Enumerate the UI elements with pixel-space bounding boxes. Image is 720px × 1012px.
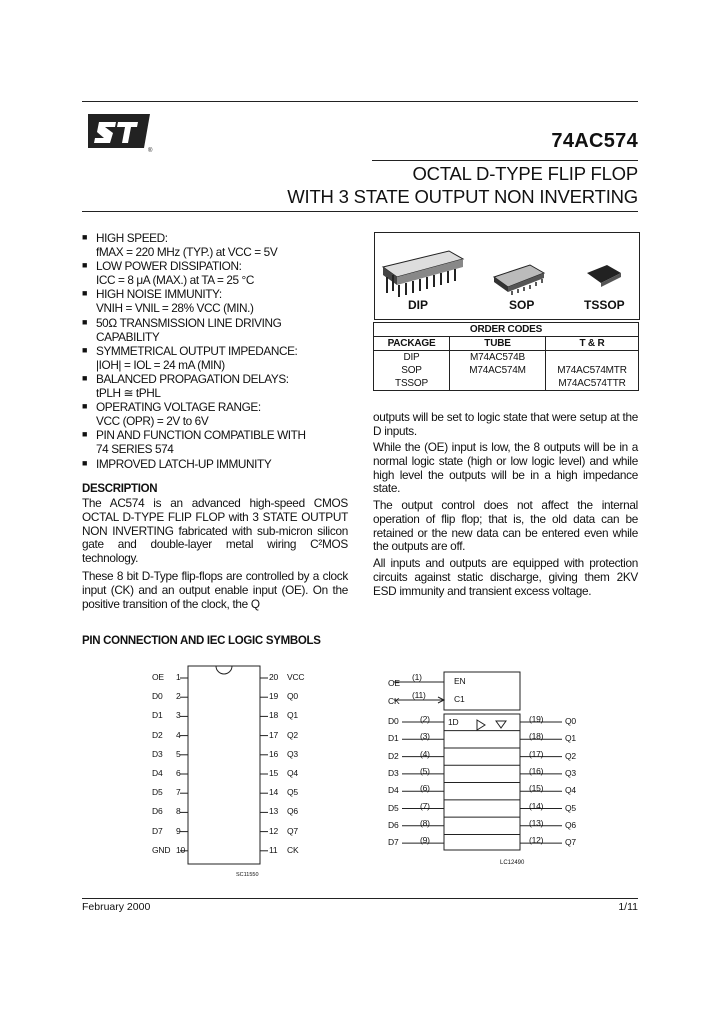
feature-item: ■ 50Ω TRANSMISSION LINE DRIVING CAPABILITY [82,315,282,344]
order-codes-table [373,322,639,391]
pin-number: 19 [269,691,279,702]
pin-name: D2 [152,729,163,740]
pin-diagram-code: SC11550 [236,872,259,878]
title-bottom-rule [82,211,638,212]
table-cell [450,377,546,391]
pin-number: 1 [176,672,181,682]
iec-input-number: (3) [420,731,430,742]
table-cell: TSSOP [374,377,450,391]
sop-label: SOP [509,298,535,312]
iec-output-name: Q2 [565,750,576,761]
title-line-1: OCTAL D-TYPE FLIP FLOP [412,163,638,184]
pin-number: 6 [176,768,181,778]
table-cell: M74AC574B [450,351,546,365]
dip-package-image [379,245,465,299]
iec-input-number: (6) [420,783,430,794]
table-row [374,364,639,377]
pin-number: 13 [269,806,279,817]
pin-name: Q1 [287,710,298,721]
pin-number: 15 [269,768,279,778]
pin-name: VCC [287,672,305,682]
dip-label: DIP [408,298,429,312]
pin-number: 8 [176,806,181,817]
footer-rule [82,898,638,899]
pin-name: GND [152,844,171,855]
title-rule [372,160,638,161]
description-paragraph: All inputs and outputs are equipped with protection circuits against static discharge, giving them 2KV ESD immunity and transient excess voltage. [373,556,638,598]
iec-en-label: EN [454,676,466,686]
sop-package-image [490,261,548,297]
iec-output-name: Q7 [565,837,576,848]
pin-number: 16 [269,748,279,759]
column-header: PACKAGE [374,337,450,351]
pin-number: 17 [269,729,279,740]
iec-input-name: D4 [388,785,399,796]
table-cell: M74AC574M [450,364,546,377]
table-row [374,351,639,365]
pin-name: Q7 [287,825,298,836]
feature-item: ■ LOW POWER DISSIPATION: ICC = 8 μA (MAX.) at TA = 25 °C [82,259,254,288]
iec-output-number: (15) [529,783,544,794]
table-row [374,377,639,391]
pin-name: D6 [152,806,163,817]
pin-section-heading: PIN CONNECTION AND IEC LOGIC SYMBOLS [82,635,321,647]
pin-number: 11 [269,844,278,855]
feature-item: ■ SYMMETRICAL OUTPUT IMPEDANCE: |IOH| = IOL = 24 mA (MIN) [82,343,298,372]
pin-number: 5 [176,748,181,759]
pin-name: OE [152,672,164,682]
pin-number: 18 [269,710,279,721]
footer-date: February 2000 [82,901,151,913]
top-rule [82,101,638,102]
iec-input-name: D1 [388,733,399,744]
iec-output-name: Q4 [565,785,576,796]
feature-list [82,231,357,471]
description-paragraph: The output control does not affect the internal operation of flip flop; that is, the old data can be retained or the new data can be entered even while the outputs are off. [373,498,638,554]
tssop-package-image [583,259,627,291]
iec-output-number: (12) [529,835,544,846]
table-cell: M74AC574TTR [546,377,639,391]
iec-input-number: (5) [420,765,430,776]
iec-output-name: Q6 [565,819,576,830]
pin-number: 14 [269,787,279,798]
iec-ck-number: (11) [412,690,426,700]
iec-input-name: D7 [388,837,399,848]
description-heading: DESCRIPTION [82,483,158,495]
iec-input-number: (9) [420,835,430,846]
pin-number: 9 [176,825,181,836]
iec-1d-label: 1D [448,717,459,727]
column-header: T & R [546,337,639,351]
iec-oe-label: OE [388,678,400,688]
pin-name: Q0 [287,691,298,702]
pin-name: D4 [152,768,163,778]
pin-name: Q6 [287,806,298,817]
svg-text:®: ® [148,148,153,154]
iec-output-name: Q5 [565,802,576,813]
iec-output-number: (18) [529,731,544,742]
iec-input-number: (8) [420,817,430,828]
iec-output-number: (16) [529,765,544,776]
pin-name: D0 [152,691,163,702]
pin-name: Q3 [287,748,298,759]
iec-output-name: Q0 [565,716,576,726]
iec-input-number: (2) [420,714,430,724]
pin-number: 12 [269,825,279,836]
st-logo [86,104,158,154]
iec-input-number: (7) [420,800,430,811]
table-cell [546,351,639,365]
iec-output-name: Q1 [565,733,576,744]
order-codes-title: ORDER CODES [374,323,639,337]
part-number: 74AC574 [551,130,638,152]
pin-number: 3 [176,710,181,721]
pin-name: Q5 [287,787,298,798]
iec-output-number: (13) [529,817,544,828]
pin-number: 10 [176,844,186,855]
iec-output-number: (14) [529,800,544,811]
iec-output-number: (19) [529,714,544,724]
feature-item: ■ IMPROVED LATCH-UP IMMUNITY [82,456,272,471]
iec-input-name: D5 [388,802,399,813]
iec-c1-label: C1 [454,694,465,704]
description-paragraph: The AC574 is an advanced high-speed CMOS OCTAL D-TYPE FLIP FLOP with 3 STATE OUTPUT NON INVERTING fabricated with sub-micron silicon gate and double-layer metal wiring C²MOS technology. [82,496,348,566]
column-header: TUBE [450,337,546,351]
pin-name: D1 [152,710,163,721]
pin-number: 4 [176,729,181,740]
iec-oe-number: (1) [412,672,422,682]
iec-ck-label: CK [388,696,400,706]
description-paragraph: These 8 bit D-Type flip-flops are controlled by a clock input (CK) and an output enable input (OE). On the positive transition of the clock, the Q [82,569,348,611]
feature-item: ■ PIN AND FUNCTION COMPATIBLE WITH 74 SERIES 574 [82,428,306,457]
pin-name: D7 [152,825,163,836]
pin-number: 2 [176,691,181,702]
table-cell: M74AC574MTR [546,364,639,377]
iec-input-name: D0 [388,716,399,726]
title-line-2: WITH 3 STATE OUTPUT NON INVERTING [287,186,638,207]
iec-input-name: D3 [388,767,399,778]
iec-output-number: (17) [529,748,544,759]
iec-input-number: (4) [420,748,430,759]
feature-item: ■ BALANCED PROPAGATION DELAYS: tPLH ≅ tPHL [82,371,289,401]
description-paragraph: While the (OE) input is low, the 8 outputs will be in a normal logic state (high or low logic level) and while high level the outputs will be in a high impedance state. [373,440,638,496]
iec-output-name: Q3 [565,767,576,778]
description-paragraph: outputs will be set to logic state that were setup at the D inputs. [373,410,638,438]
iec-diagram-code: LC12490 [500,860,525,866]
pin-name: D3 [152,748,163,759]
pin-number: 20 [269,672,279,682]
iec-input-name: D2 [388,750,399,761]
feature-item: ■ OPERATING VOLTAGE RANGE: VCC (OPR) = 2V to 6V [82,400,261,429]
package-images [374,232,640,320]
pin-name: Q4 [287,768,298,778]
tssop-label: TSSOP [584,298,625,312]
pin-number: 7 [176,787,181,798]
table-cell: SOP [374,364,450,377]
footer-page: 1/11 [618,901,638,913]
feature-item: ■ HIGH SPEED: fMAX = 220 MHz (TYP.) at VCC = 5V [82,231,278,260]
iec-input-name: D6 [388,819,399,830]
feature-item: ■ HIGH NOISE IMMUNITY: VNIH = VNIL = 28% VCC (MIN.) [82,287,254,316]
table-cell: DIP [374,351,450,365]
pin-name: CK [287,844,299,855]
pin-name: D5 [152,787,163,798]
pin-name: Q2 [287,729,298,740]
